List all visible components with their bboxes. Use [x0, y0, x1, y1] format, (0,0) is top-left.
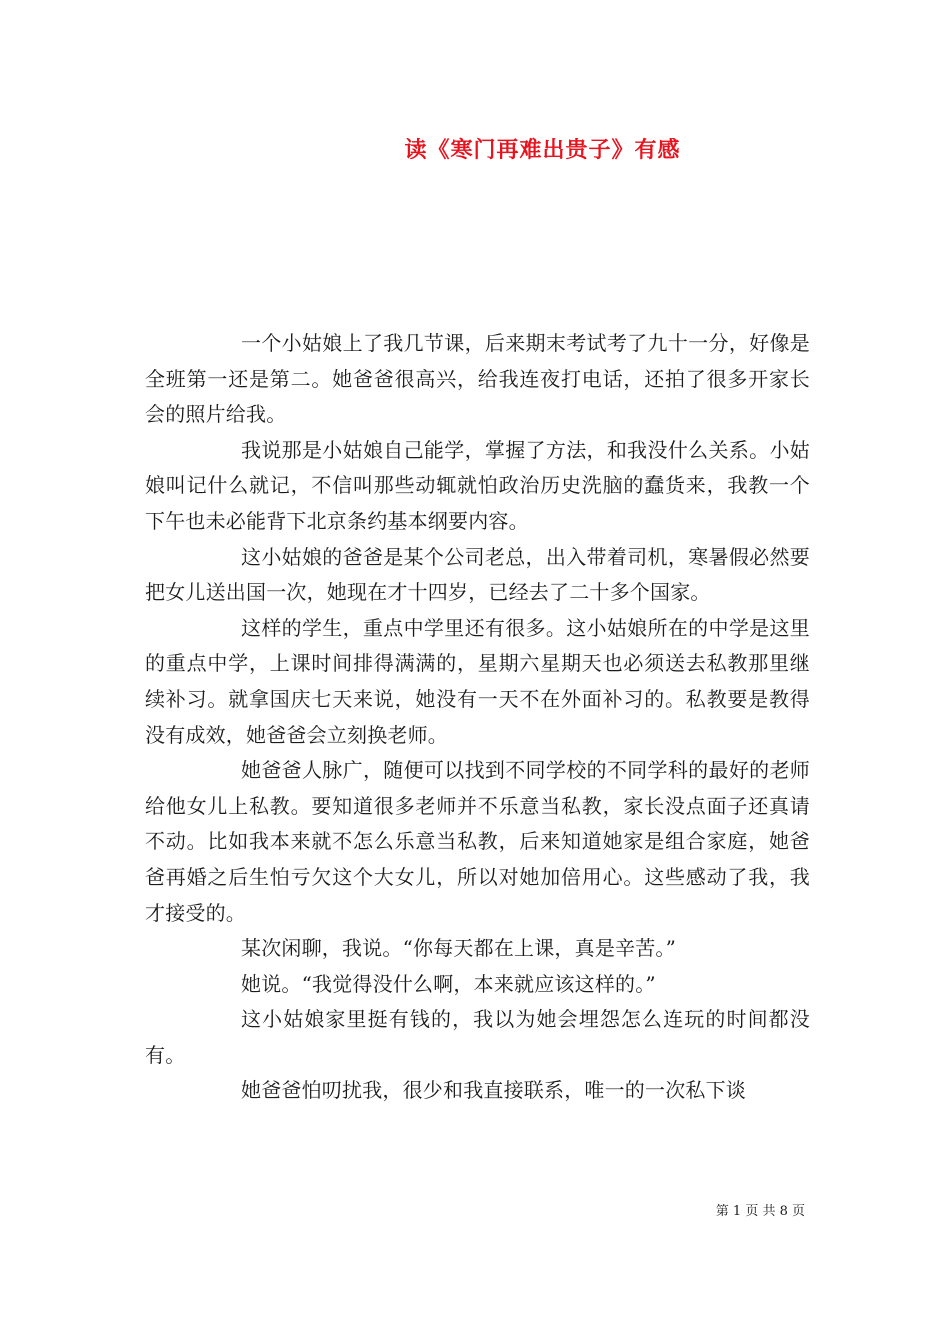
page-number-footer: 第 1 页 共 8 页	[715, 1204, 805, 1219]
paragraph-6: 某次闲聊，我说。“你每天都在上课，真是辛苦。”	[241, 936, 677, 961]
paragraph-9: 她爸爸怕叨扰我，很少和我直接联系，唯一的一次私下谈	[241, 1078, 746, 1103]
paragraph-3: 这小姑娘的爸爸是某个公司老总，出入带着司机，寒暑假必然要把女儿送出国一次，她现在才十四岁，已经去了二十多个国家。	[145, 544, 810, 605]
document-body	[145, 326, 810, 1109]
paragraph-1: 一个小姑娘上了我几节课，后来期末考试考了九十一分，好像是全班第一还是第二。她爸爸很高兴，给我连夜打电话，还拍了很多开家长会的照片给我。	[145, 331, 810, 427]
paragraph-7: 她说。“我觉得没什么啊，本来就应该这样的。”	[241, 971, 656, 996]
paragraph-2: 我说那是小姑娘自己能学，掌握了方法，和我没什么关系。小姑娘叫记什么就记，不信叫那些动辄就怕政治历史洗脑的蠢货来，我教一个下午也未必能背下北京条约基本纲要内容。	[145, 437, 810, 533]
paragraph-4: 这样的学生，重点中学里还有很多。这小姑娘所在的中学是这里的重点中学，上课时间排得满满的，星期六星期天也必须送去私教那里继续补习。就拿国庆七天来说，她没有一天不在外面补习的。私教要是教得没有成效，她爸爸会立刻换老师。	[145, 615, 810, 747]
document-title: 读《寒门再难出贵子》有感	[404, 137, 681, 163]
paragraph-8: 这小姑娘家里挺有钱的，我以为她会埋怨怎么连玩的时间都没有。	[145, 1007, 810, 1067]
paragraph-5: 她爸爸人脉广，随便可以找到不同学校的不同学科的最好的老师给他女儿上私教。要知道很多老师并不乐意当私教，家长没点面子还真请不动。比如我本来就不怎么乐意当私教，后来知道她家是组合家庭，她爸爸再婚之后生怕亏欠这个大女儿，所以对她加倍用心。这些感动了我，我才接受的。	[145, 758, 810, 925]
